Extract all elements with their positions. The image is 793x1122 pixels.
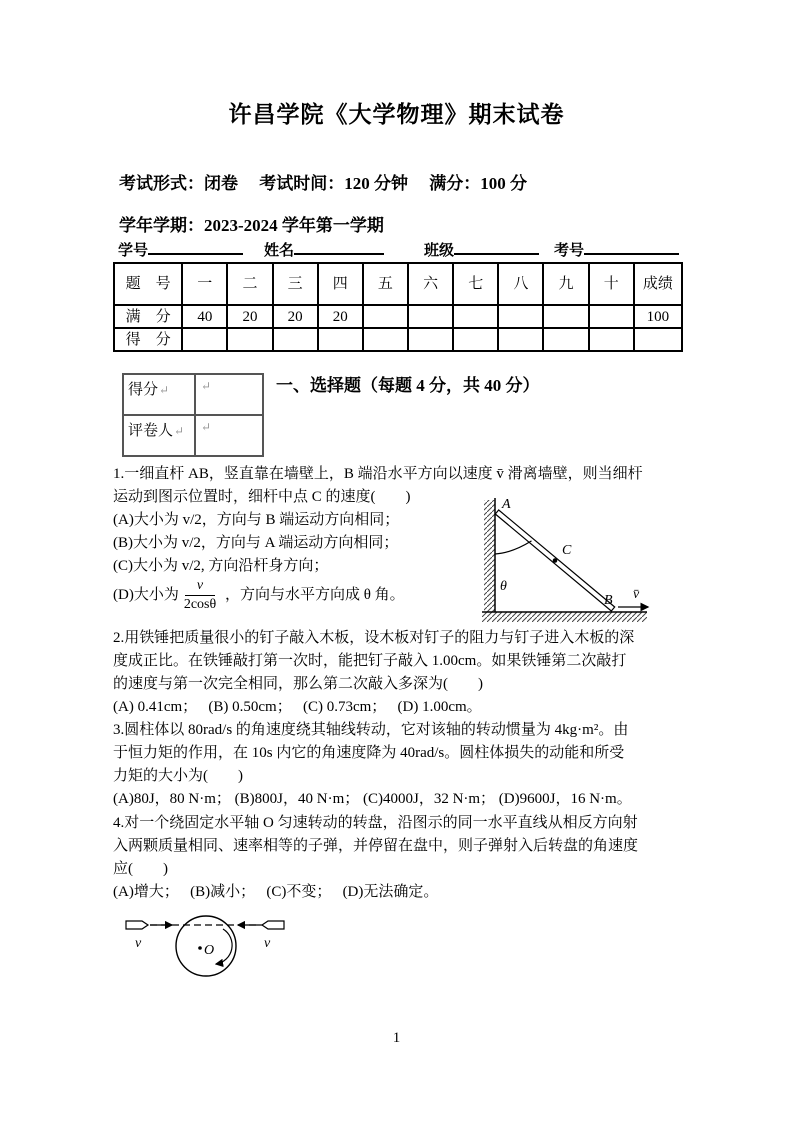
- bullet-right-icon: [262, 921, 284, 929]
- score-table-header-cell: 十: [589, 263, 634, 305]
- score-table-cell: [543, 305, 588, 328]
- score-table-cell: [318, 328, 363, 351]
- student-name-blank: [294, 240, 384, 255]
- score-table-cell: [589, 328, 634, 351]
- grading-score-value-cell: [195, 374, 263, 415]
- floor-hatching: [482, 612, 647, 622]
- question-line: 入两颗质量相同、速率相等的子弹，并停留在盘中，则子弹射入后转盘的角速度: [113, 838, 639, 854]
- question-2: [113, 627, 691, 719]
- student-examno-blank: [584, 240, 679, 255]
- label-v: v̄: [633, 587, 640, 602]
- section-one-heading: 一、选择题（每题 4 分，共 40 分）: [276, 376, 540, 395]
- score-table-header-cell: 七: [453, 263, 498, 305]
- score-table-header-cell: 八: [498, 263, 543, 305]
- score-table-header-cell: 题 号: [114, 263, 182, 305]
- question-line: 运动到图示位置时，细杆中点 C 的速度( ): [113, 489, 411, 505]
- score-table-cell: 20: [273, 305, 318, 328]
- rod-wall-diagram: [472, 492, 682, 632]
- return-mark-icon: ↵: [201, 420, 212, 434]
- label-theta: θ: [500, 579, 507, 594]
- student-class-label: 班级: [424, 243, 455, 259]
- label-a: A: [502, 497, 511, 512]
- score-table-cell: 得 分: [114, 328, 182, 351]
- label-o: O: [204, 943, 215, 958]
- score-table-cell: [634, 328, 682, 351]
- score-table-header-row: [114, 263, 682, 305]
- grading-score-row: [123, 374, 263, 415]
- rotation-arrow-icon: [216, 929, 232, 964]
- score-table-header-cell: 六: [408, 263, 453, 305]
- return-mark-icon: ↵: [174, 424, 185, 438]
- semester-line: 学年学期：2023-2024 学年第一学期: [119, 216, 384, 235]
- page-number: 1: [392, 1030, 401, 1046]
- score-table-cell: [453, 305, 498, 328]
- score-table-cell: [408, 305, 453, 328]
- score-table-cell: [498, 328, 543, 351]
- label-c: C: [562, 543, 572, 558]
- fraction: [182, 578, 218, 612]
- question-line: 力矩的大小为( ): [113, 768, 243, 784]
- grading-grader-value-cell: [195, 415, 263, 456]
- question-4: [113, 812, 691, 904]
- score-table-fullmarks-row: [114, 305, 682, 328]
- midpoint-dot: [553, 558, 558, 563]
- score-table-header-cell: 三: [273, 263, 318, 305]
- axis-dot: [198, 946, 202, 950]
- student-id-blank: [148, 240, 243, 255]
- grading-grader-label: 评卷人: [128, 423, 174, 439]
- score-table-cell: 20: [227, 305, 272, 328]
- student-examno-label: 考号: [554, 243, 585, 259]
- question-line: (C)大小为 v/2, 方向沿杆身方向；: [113, 558, 329, 574]
- return-mark-icon: ↵: [159, 383, 170, 397]
- student-id-label: 学号: [118, 243, 149, 259]
- score-table-cell: 满 分: [114, 305, 182, 328]
- score-table-cell: [408, 328, 453, 351]
- question-line: 3.圆柱体以 80rad/s 的角速度绕其轴线转动，它对该轴的转动惯量为 4kg·m²。由: [113, 722, 629, 738]
- question-line: 2.用铁锤把质量很小的钉子敲入木板，设木板对钉子的阻力与钉子进入木板的深: [113, 630, 635, 646]
- score-table-cell: 40: [182, 305, 227, 328]
- student-name-label: 姓名: [264, 243, 295, 259]
- question-line: 于恒力矩的作用，在 10s 内它的角速度降为 40rad/s。圆柱体损失的动能和所受: [113, 745, 625, 761]
- score-table: [113, 262, 683, 352]
- disk-bullets-diagram: [112, 902, 312, 1002]
- label-b: B: [604, 593, 613, 608]
- student-class-blank: [454, 240, 539, 255]
- score-table-cell: [273, 328, 318, 351]
- score-table-header-cell: 五: [363, 263, 408, 305]
- score-table-cell: 100: [634, 305, 682, 328]
- score-table-header-cell: 九: [543, 263, 588, 305]
- score-table-cell: [543, 328, 588, 351]
- score-table-header-cell: 二: [227, 263, 272, 305]
- fraction-denominator: 2cosθ: [183, 596, 217, 612]
- question-line: (A)增大； (B)减小； (C)不变； (D)无法确定。: [113, 884, 439, 900]
- option-d-suffix: ，方向与水平方向成 θ 角。: [221, 586, 405, 603]
- question-line: (A)80J，80 N·m； (B)800J，40 N·m； (C)4000J，32 N·m； (D)9600J，16 N·m。: [113, 791, 632, 807]
- score-table-cell: [363, 328, 408, 351]
- exam-info-line: 考试形式：闭卷 考试时间：120 分钟 满分：100 分: [119, 174, 527, 193]
- question-line: 1.一细直杆 AB，竖直靠在墙壁上，B 端沿水平方向以速度 v̄ 滑离墙壁，则当细杆: [113, 466, 643, 482]
- question-line: 度成正比。在铁锤敲打第一次时，能把钉子敲入 1.00cm。如果铁锤第二次敲打: [113, 653, 627, 669]
- question-line: (B)大小为 v/2，方向与 A 端运动方向相同；: [113, 535, 399, 551]
- student-name-field: [264, 239, 384, 260]
- question-line: 的速度与第一次完全相同，那么第二次敲入多深为( ): [113, 676, 483, 692]
- score-table-cell: [363, 305, 408, 328]
- grading-grader-row: [123, 415, 263, 456]
- score-table-header-cell: 一: [182, 263, 227, 305]
- grading-score-cell: [123, 374, 195, 415]
- label-v-left: v: [135, 936, 142, 951]
- question-3: [113, 719, 691, 811]
- page-title: 许昌学院《大学物理》期末试卷: [228, 101, 565, 127]
- question-line: 4.对一个绕固定水平轴 O 匀速转动的转盘，沿图示的同一水平直线从相反方向射: [113, 815, 638, 831]
- option-d-prefix: (D)大小为: [113, 586, 179, 603]
- score-table-cell: 20: [318, 305, 363, 328]
- score-table-cell: [589, 305, 634, 328]
- score-table-cell: [182, 328, 227, 351]
- score-table-cell: [498, 305, 543, 328]
- question-line: (A) 0.41cm； (B) 0.50cm； (C) 0.73cm； (D) 1.00cm。: [113, 699, 482, 715]
- return-mark-icon: ↵: [201, 379, 212, 393]
- score-table-header-cell: 四: [318, 263, 363, 305]
- score-table-header-cell: 成绩: [634, 263, 682, 305]
- student-class-field: [424, 239, 539, 260]
- fraction-numerator: v: [185, 578, 215, 595]
- grading-table: [122, 373, 264, 457]
- question-line: (A)大小为 v/2，方向与 B 端运动方向相同；: [113, 512, 400, 528]
- student-examno-field: [554, 239, 679, 260]
- student-id-field: [118, 239, 243, 260]
- score-table-score-row: [114, 328, 682, 351]
- score-table-cell: [453, 328, 498, 351]
- grading-score-label: 得分: [128, 382, 159, 398]
- label-v-right: v: [264, 936, 271, 951]
- student-info-row: [118, 239, 698, 261]
- score-table-cell: [227, 328, 272, 351]
- question-line: 应( ): [113, 861, 168, 877]
- angle-arc: [495, 541, 532, 554]
- grading-grader-cell: [123, 415, 195, 456]
- wall-hatching: [484, 500, 495, 612]
- bullet-left-icon: [126, 921, 148, 929]
